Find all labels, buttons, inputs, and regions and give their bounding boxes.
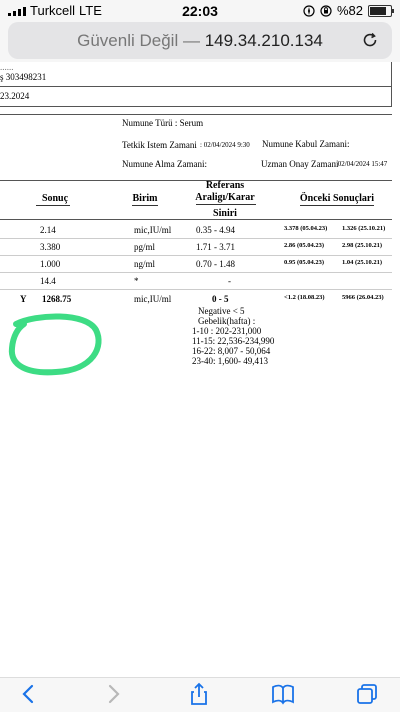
sample-type-value: Serum [179,118,204,128]
col-ref-3: Siniri [213,208,237,219]
result-unit: ng/ml [134,259,156,269]
cropped-text: ...... [0,62,14,72]
result-unit: mic,IU/ml [134,225,172,235]
right-border [391,62,392,106]
carrier-name: Turkcell [30,3,76,18]
reference-note: 23-40: 1,600- 49,413 [192,356,268,366]
request-time-value: : 02/04/2024 9:30 [200,141,250,149]
divider [0,86,392,87]
reference-note: 1-10 : 202-231,000 [192,326,262,336]
reference-note: Gebelik(hafta) : [198,316,256,326]
network-type: LTE [79,3,102,18]
row-divider [0,255,392,256]
previous-result-2: 1.04 (25.10.21) [342,259,383,266]
divider [0,106,392,107]
patient-id-value: 303498231 [5,72,47,82]
reference-range: 0.35 - 4.94 [196,225,235,235]
previous-result-1: <1.2 (18.08.23) [284,294,325,301]
underline [196,204,256,205]
underline [36,205,70,206]
collect-time-label: Numune Alma Zamani: [122,159,207,169]
reference-note: Negative < 5 [198,306,245,316]
previous-result-1: 0.95 (05.04.23) [284,259,325,266]
reference-range: 0.70 - 1.48 [196,259,235,269]
row-divider [0,289,392,290]
result-value: 14.4 [40,276,56,286]
reference-note: 16-22: 8,007 - 50,064 [192,346,271,356]
orientation-lock-icon [320,5,332,17]
reference-note: 11-15: 22,536-234,990 [192,336,275,346]
sample-type-label: Numune Türü : [122,118,178,128]
date-partial: 23.2024 [0,91,30,101]
browser-toolbar [0,677,400,712]
row-divider [0,272,392,273]
result-value: 2.14 [40,225,56,235]
previous-result-2: 2.98 (25.10.21) [342,242,383,249]
patient-id-partial: ş 303498231 [0,72,47,82]
compass-icon [303,5,315,17]
previous-result-1: 3.378 (05.04.23) [284,225,328,232]
row-divider [0,238,392,239]
clock: 22:03 [182,3,218,19]
address-bar[interactable] [8,22,392,59]
approval-time-value: : 02/04/2024 15:47 [334,160,388,168]
reference-range: 0 - 5 [212,294,229,304]
approval-time-label: Uzman Onay Zamani [261,159,339,169]
underline [132,205,158,206]
sample-type [122,118,203,128]
result-value: 1.000 [40,259,61,269]
result-value: 3.380 [40,242,61,252]
previous-result-2: 1.326 (25.10.21) [342,225,386,232]
reload-icon[interactable] [360,30,380,50]
back-icon[interactable] [16,682,42,706]
share-icon[interactable] [186,682,212,706]
bookmarks-icon[interactable] [270,682,296,706]
underline [300,205,374,206]
table-header-divider [0,219,392,220]
url-text[interactable] [8,31,392,51]
reference-range: - [228,276,231,286]
security-label: Güvenli Değil — [77,31,200,50]
result-unit: * [134,276,139,286]
highlight-circle [6,312,104,376]
battery-icon [368,5,392,17]
result-unit: mic,IU/ml [134,294,172,304]
col-prev: Önceki Sonuçlari [299,193,375,204]
accept-time-label: Numune Kabul Zamani: [262,139,350,149]
status-bar [0,0,400,22]
result-unit: pg/ml [134,242,156,252]
divider [0,114,392,115]
forward-icon[interactable] [100,682,126,706]
status-right [303,3,392,18]
reference-range: 1.71 - 3.71 [196,242,235,252]
tabs-icon[interactable] [354,682,380,706]
battery-percent: %82 [336,3,363,18]
col-ref-2: Araligı/Karar [195,192,255,203]
lab-report-page [0,62,400,677]
result-value: 1268.75 [42,294,72,304]
url-host: 149.34.210.134 [204,31,323,50]
col-unit: Birim [132,193,158,204]
previous-result-1: 2.86 (05.04.23) [284,242,325,249]
result-flag: Y [20,294,27,304]
col-result: Sonuç [41,193,69,204]
col-ref-1: Referans [205,180,245,191]
previous-result-2: 5966 (26.04.23) [342,294,384,301]
request-time-label: Tetkik Istem Zamani [122,140,197,150]
